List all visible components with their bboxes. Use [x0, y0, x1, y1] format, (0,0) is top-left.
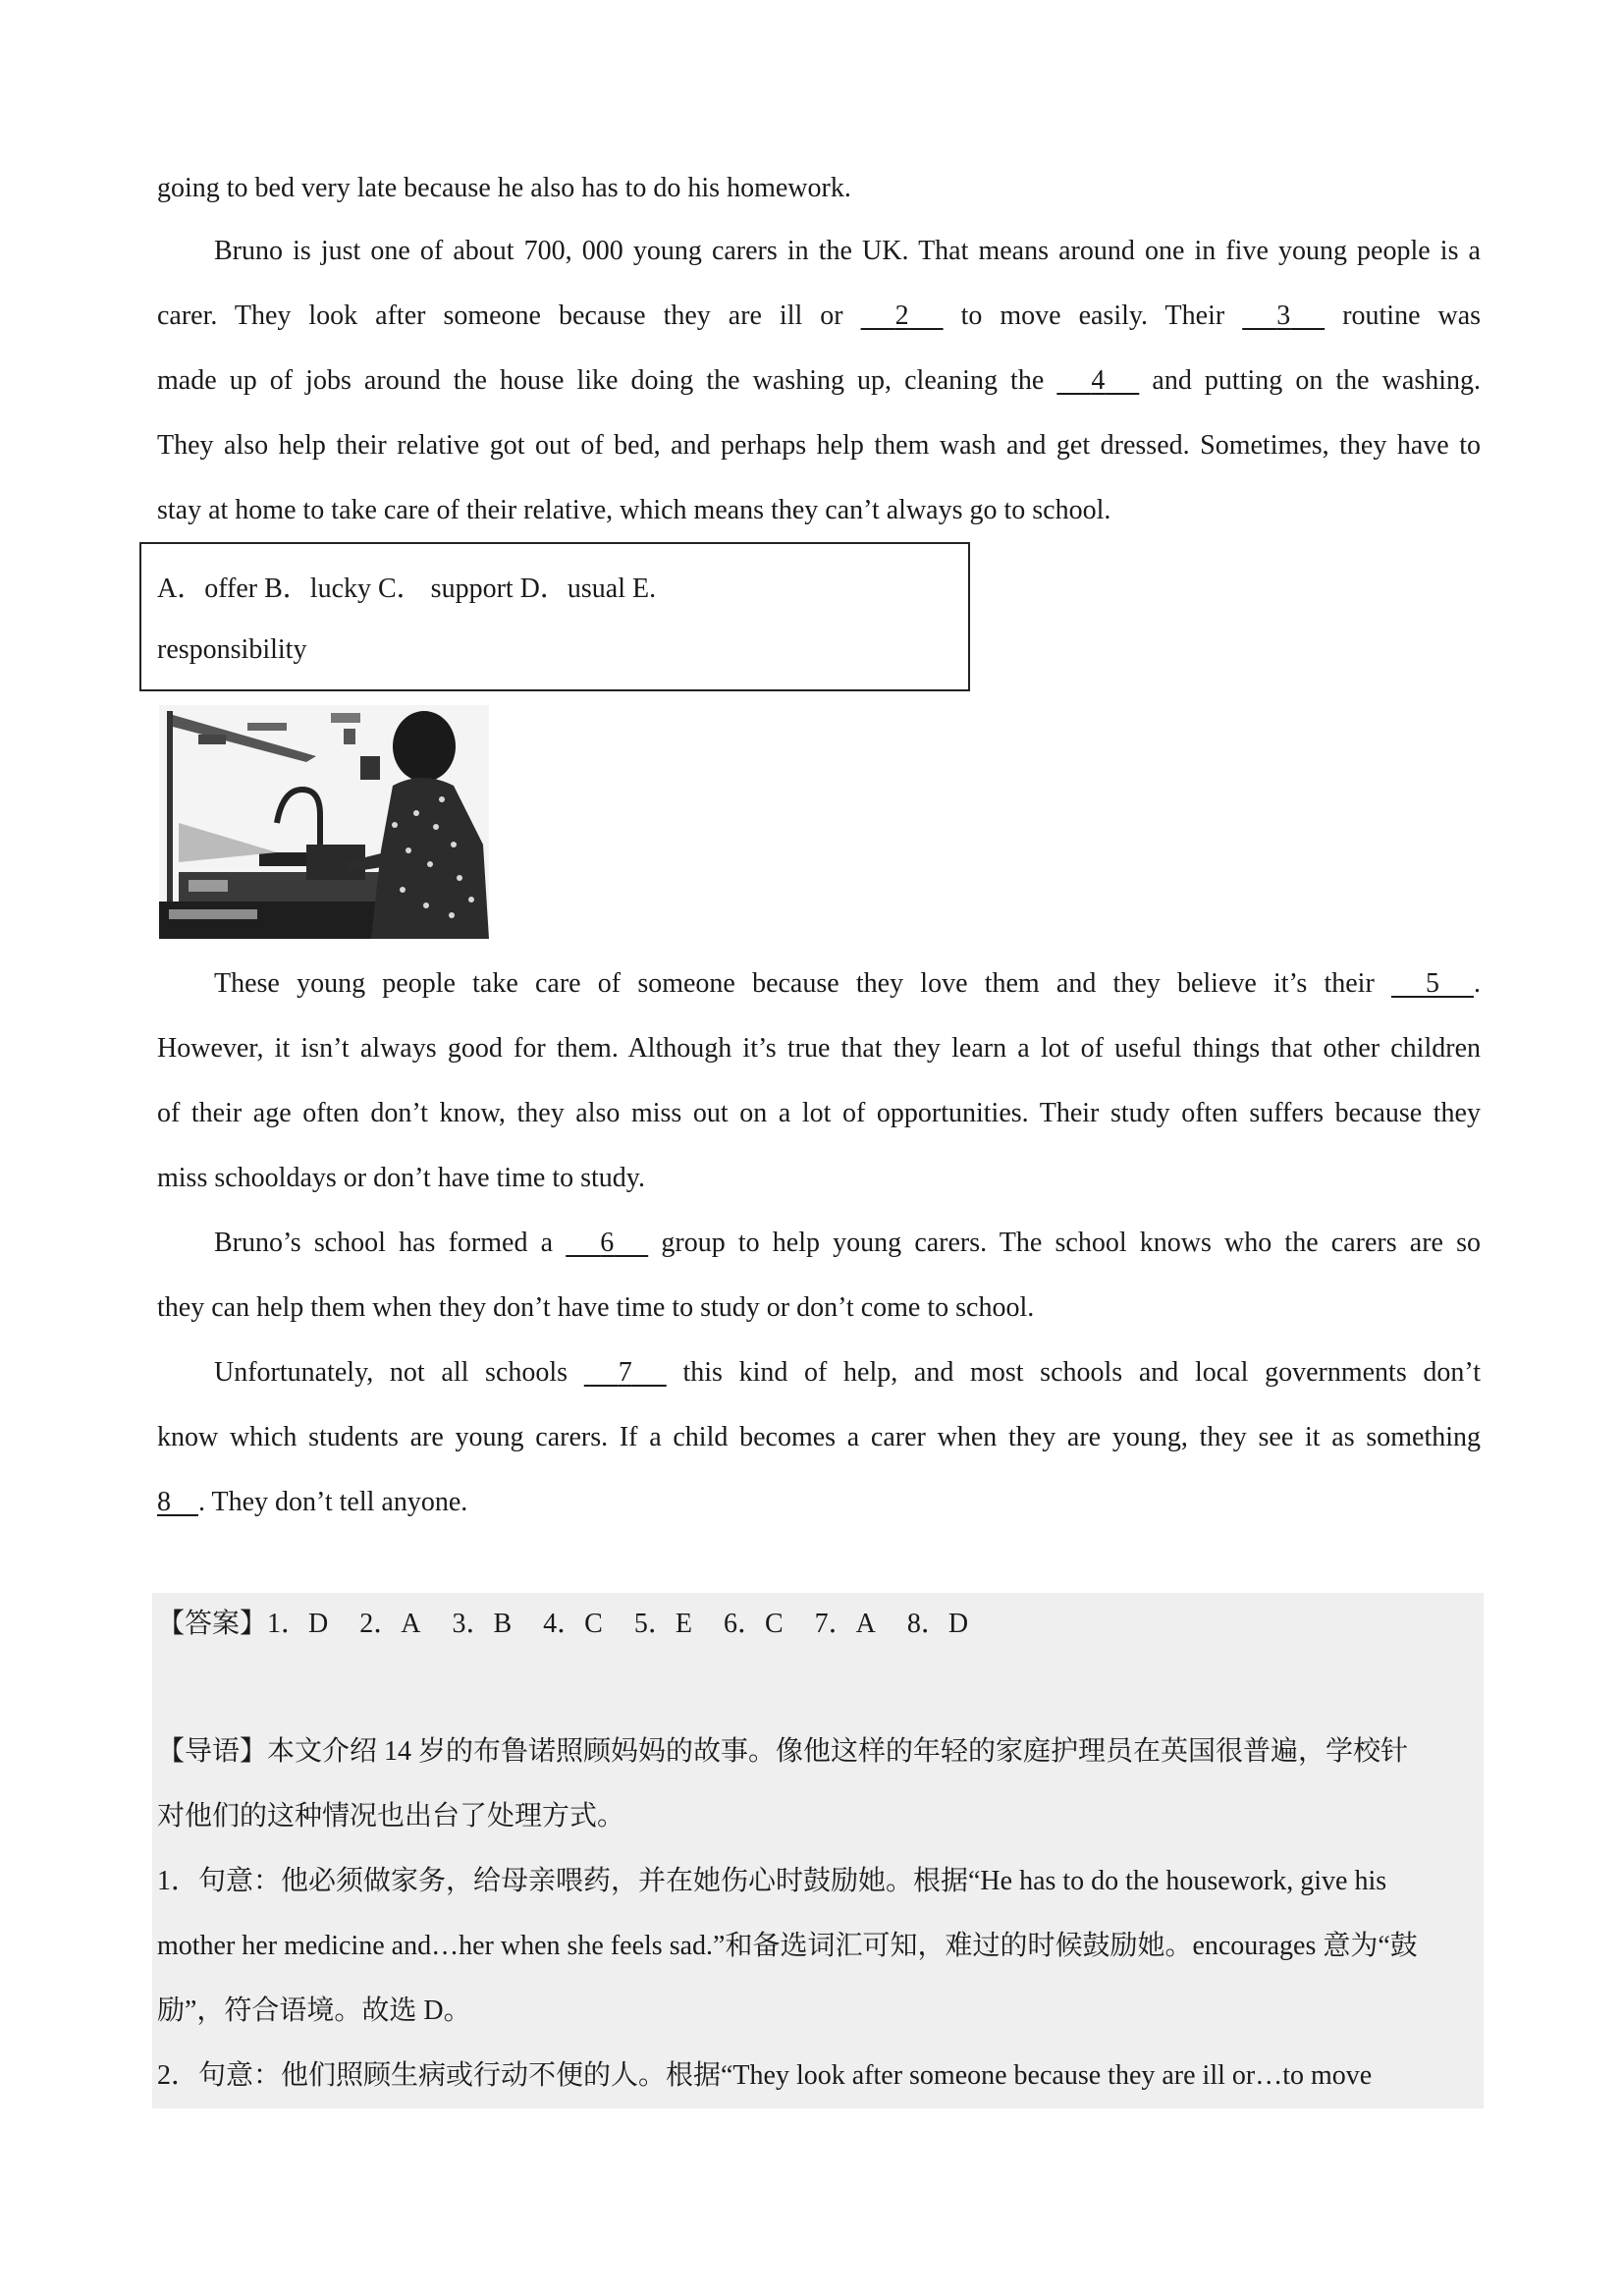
answer-item: 2．A: [359, 1609, 421, 1639]
blank-6: 6: [600, 1228, 615, 1258]
paragraph-line: They also help their relative got out of bed, and perhaps help them wash and get dressed. Sometimes, they have to: [157, 430, 1481, 461]
blank-3: 3: [1276, 301, 1291, 331]
explanation-line: 励”，符合语境。故选 D。: [157, 1995, 471, 2026]
kitchen-photo: [159, 705, 489, 939]
answer-item: 1．D: [267, 1609, 329, 1639]
paragraph-line-with-blanks: Unfortunately, not all schools 7 this kind of help, and most schools and local governments don’t: [157, 1355, 1481, 1391]
paragraph-line: of their age often don’t know, they also miss out on a lot of opportunities. Their study often suffers because they: [157, 1098, 1481, 1128]
answer-item: 3．B: [452, 1609, 513, 1639]
paragraph-line-with-blanks: Bruno’s school has formed a 6 group to help young carers. The school knows who the carers are so: [157, 1226, 1481, 1261]
blank-2: 2: [894, 301, 909, 331]
paragraph-line: know which students are young carers. If a child becomes a carer when they are young, they see it as something: [157, 1422, 1481, 1452]
answer-item: 6．C: [723, 1609, 784, 1639]
guide-line: 【导语】本文介绍 14 岁的布鲁诺照顾妈妈的故事。像他这样的年轻的家庭护理员在英国很普遍，学校针: [157, 1736, 1409, 1767]
answer-label: 【答案】: [157, 1609, 268, 1639]
paragraph-line: However, it isn’t always good for them. Although it’s true that they learn a lot of useful things that other children: [157, 1033, 1481, 1064]
answer-item: 4．C: [543, 1609, 603, 1639]
explanation-line: mother her medicine and…her when she feels sad.”和备选词汇可知，难过的时候鼓励她。encourages 意为“鼓: [157, 1931, 1418, 1961]
blank-5: 5: [1426, 968, 1439, 999]
answer-key: [157, 1607, 1473, 1642]
answer-item: 8．D: [906, 1609, 969, 1639]
answer-item: 5．E: [633, 1609, 692, 1639]
paragraph-line-with-blanks: 8 . They don’t tell anyone.: [157, 1487, 468, 1517]
paragraph-line: stay at home to take care of their relative, which means they can’t always go to school.: [157, 495, 1111, 525]
blank-8: 8: [157, 1487, 171, 1517]
blank-4: 4: [1091, 365, 1106, 396]
paragraph-line-with-blanks: made up of jobs around the house like doing the washing up, cleaning the 4 and putting on the washing.: [157, 363, 1481, 399]
blank-7: 7: [618, 1357, 632, 1388]
answer-item: 7．A: [814, 1609, 876, 1639]
explanation-line: 2．句意：他们照顾生病或行动不便的人。根据“They look after someone because they are ill or…to move: [157, 2060, 1373, 2091]
answer-section: [152, 1593, 1484, 2108]
guide-line: 对他们的这种情况也出台了处理方式。: [157, 1801, 625, 1831]
explanation-line: 1．句意：他必须做家务，给母亲喂药，并在她伤心时鼓励她。根据“He has to do the housework, give his: [157, 1866, 1387, 1896]
options-line: responsibility: [157, 634, 307, 665]
paragraph-line: miss schooldays or don’t have time to study.: [157, 1163, 645, 1193]
paragraph-line: going to bed very late because he also has to do his homework.: [157, 173, 851, 203]
paragraph-line-with-blanks: carer. They look after someone because they are ill or 2 to move easily. Their 3 routine was: [157, 299, 1481, 334]
options-line: A．offer B．lucky C． support D．usual E.: [157, 574, 657, 604]
word-options-box: [139, 542, 970, 691]
paragraph-line: they can help them when they don’t have time to study or don’t come to school.: [157, 1292, 1035, 1323]
paragraph-line: Bruno is just one of about 700, 000 young carers in the UK. That means around one in five young people is a: [214, 236, 1481, 266]
paragraph-line-with-blanks: These young people take care of someone because they love them and they believe it’s their 5 .: [157, 966, 1481, 1002]
